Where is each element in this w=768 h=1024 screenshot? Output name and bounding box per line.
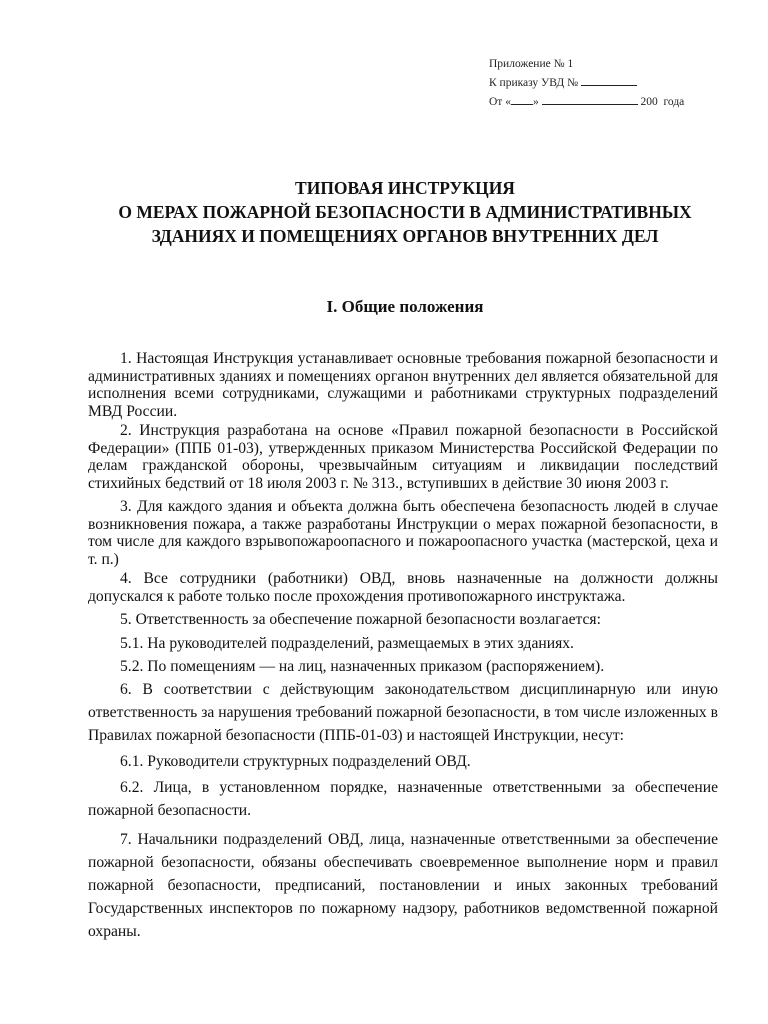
paragraph-5-2: 5.2. По помещениям — на лиц, назначенных приказом (распоряжением). (120, 658, 605, 675)
annex-number: Приложение № 1 (489, 58, 574, 70)
paragraph-1: 1. Настоящая Инструкция устанавливает основные требования пожарной безопасности и административных зданиях и помещениях органон внутренних дел является обязательной для исполнения всеми сотрудниками, служащими и работниками структурных подразделений МВД России. (88, 350, 718, 420)
document-title (90, 176, 720, 248)
paragraph-5-1: 5.1. На руководителей подразделений, размещаемых в этих зданиях. (120, 634, 574, 652)
paragraph-6-1: 6.1. Руководители структурных подразделений ОВД. (120, 752, 471, 770)
annex-header (489, 55, 759, 112)
day-blank (511, 93, 533, 105)
annex-date-line (489, 93, 759, 112)
title-line-3: ЗДАНИЯХ И ПОМЕЩЕНИЯХ ОРГАНОВ ВНУТРЕННИХ ДЕЛ (151, 226, 659, 246)
annex-date-mid: » (532, 96, 539, 108)
document-body (88, 350, 718, 945)
paragraph-3: 3. Для каждого здания и объекта должна быть обеспечена безопасность людей в случае возникновения пожара, а также разработаны Инструкции о мерах пожарной безопасности, в том числе для каждого взрывопожароопасного и пожароопасного участка (мастерской, цеха и т. п.) (88, 498, 718, 568)
paragraph-7: 7. Начальники подразделений ОВД, лица, назначенные ответственными за обеспечение пожарной безопасности, обязаны обеспечивать своевременное выполнение норм и правил пожарной безопасности, предписаний, постановлении и иных законных требований Государственных инспекторов по пожарному надзору, работников ведомственной пожарной охраны. (88, 831, 718, 940)
annex-year-suffix: года (663, 96, 685, 108)
paragraph-4: 4. Все сотрудники (работники) ОВД, вновь назначенные на должности должны допускался к работе только после прохождения противопожарного инструктажа. (88, 570, 718, 605)
annex-year: 200 (640, 96, 658, 108)
title-line-2: О МЕРАХ ПОЖАРНОЙ БЕЗОПАСНОСТИ В АДМИНИСТРАТИВНЫХ (118, 202, 692, 222)
order-number-blank (581, 74, 637, 86)
section-heading: I. Общие положения (326, 297, 484, 316)
month-blank (542, 93, 638, 105)
paragraph-5: 5. Ответственность за обеспечение пожарной безопасности возлагается: (120, 611, 601, 628)
paragraph-6-2: 6.2. Лица, в установленном порядке, назначенные ответственными за обеспечение пожарной безопасности. (88, 779, 718, 819)
paragraph-2: 2. Инструкция разработана на основе «Правил пожарной безопасности в Российской Федерации» (ППБ 01-03), утвержденных приказом Министерства Российской Федерации по делам гражданской обороны, чрезвычайным ситуациям и ликвидации последствий стихийных бедствий от 18 июля 2003 г. № 313., вступивших в действие 30 июня 2003 г. (88, 422, 718, 492)
title-line-1: ТИПОВАЯ ИНСТРУКЦИЯ (295, 178, 515, 198)
annex-order-line (489, 74, 759, 93)
paragraph-6: 6. В соответствии с действующим законодательством дисциплинарную или иную ответственность за нарушения требований пожарной безопасности, в том числе изложенных в Правилах пожарной безопасности (ППБ-01-03) и настоящей Инструкции, несут: (88, 680, 718, 744)
annex-date-prefix: От « (489, 96, 511, 108)
annex-order-label: К приказу УВД № (489, 77, 579, 89)
